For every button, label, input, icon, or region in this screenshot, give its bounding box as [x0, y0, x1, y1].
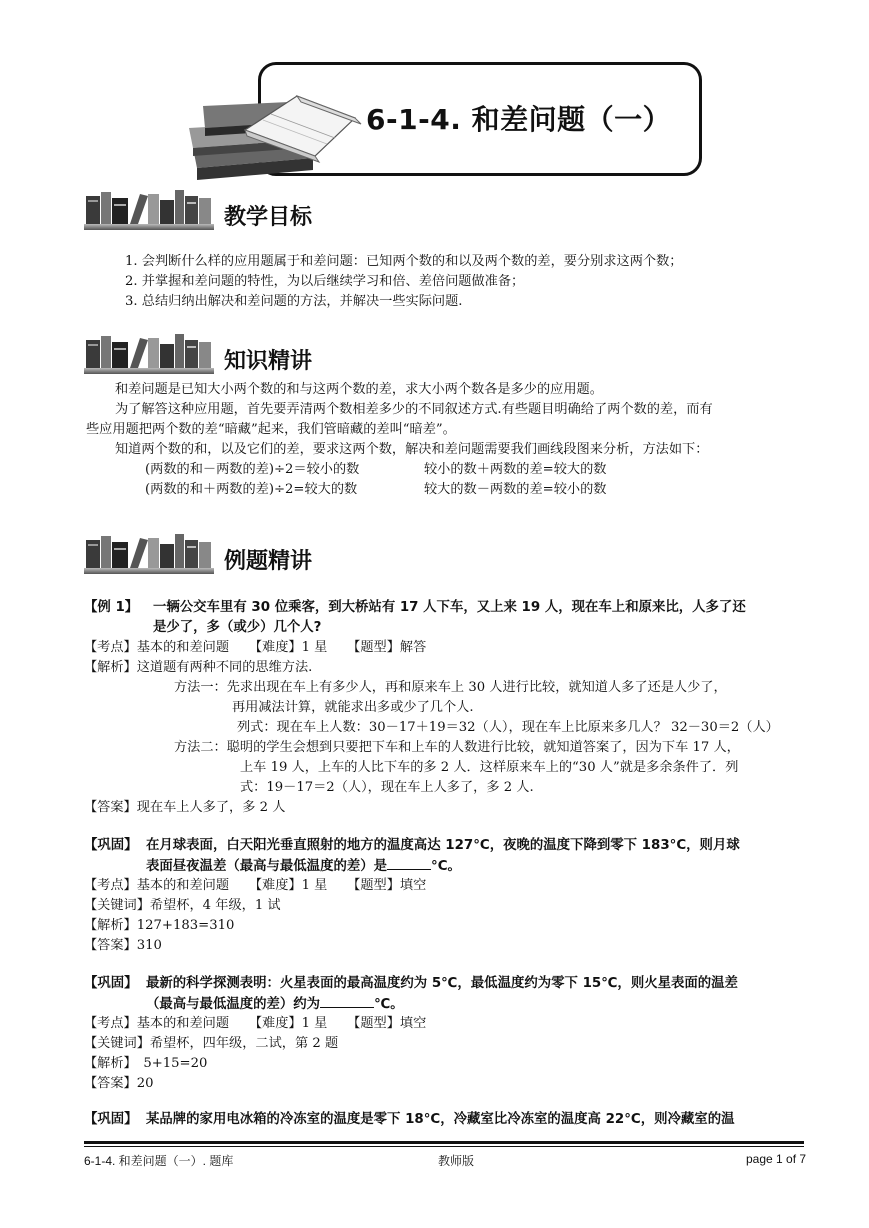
consolidate-answer: 【答案】310 — [84, 938, 162, 953]
section-title-knowledge: 知识精讲 — [224, 349, 313, 374]
consolidate-keywords: 【关键词】希望杯，四年级，二试，第 2 题 — [84, 1036, 339, 1051]
footer-rule — [84, 1141, 804, 1144]
footer-page-number: page 1 of 7 — [746, 1152, 807, 1166]
consolidate-question — [146, 856, 461, 876]
consolidate-question: 在月球表面，白天阳光垂直照射的地方的温度高达 127°C，夜晚的温度下降到零下 183°C，则月球 — [146, 838, 740, 853]
question-unit: ℃。 — [374, 997, 404, 1012]
example-meta: 【考点】基本的和差问题 【难度】1 星 【题型】解答 — [84, 640, 427, 655]
consolidate-meta: 【考点】基本的和差问题 【难度】1 星 【题型】填空 — [84, 878, 427, 893]
section-title-examples: 例题精讲 — [224, 549, 313, 574]
formula-right: 较小的数＋两数的差=较大的数 — [424, 462, 607, 477]
consolidate-answer: 【答案】20 — [84, 1076, 154, 1091]
knowledge-paragraph: 为了解答这种应用题，首先要弄清两个数相差多少的不同叙述方式.有些题目明确给了两个数的差，而有 — [115, 402, 713, 417]
formula-left: (两数的和＋两数的差)÷2=较大的数 — [145, 482, 358, 497]
example-method: 上车 19 人，上车的人比下车的多 2 人．这样原来车上的“30 人”就是多余条件了．列 — [240, 760, 739, 775]
example-answer: 【答案】现在车上人多了，多 2 人 — [84, 800, 286, 815]
formula-left: (两数的和－两数的差)÷2＝较小的数 — [145, 462, 360, 477]
consolidate-question: 某品牌的家用电冰箱的冷冻室的温度是零下 18°C，冷藏室比冷冻室的温度高 22°C，则冷藏室的温 — [146, 1112, 735, 1127]
consolidate-analysis: 【解析】127+183=310 — [84, 918, 235, 933]
knowledge-paragraph: 知道两个数的和，以及它们的差，要求这两个数，解决和差问题需要我们画线段图来分析，方法如下： — [115, 442, 709, 457]
consolidate-analysis: 【解析】 5+15=20 — [84, 1056, 208, 1071]
question-text: （最高与最低温度的差）约为 — [146, 997, 321, 1012]
goal-item: 2. 并掌握和差问题的特性，为以后继续学习和倍、差倍问题做准备； — [125, 274, 525, 289]
knowledge-paragraph: 和差问题是已知大小两个数的和与这两个数的差，求大小两个数各是多少的应用题。 — [115, 382, 603, 397]
goal-item: 1. 会判断什么样的应用题属于和差问题：已知两个数的和以及两个数的差，要分别求这两个数； — [125, 254, 683, 269]
consolidate-tag: 【巩固】 — [84, 838, 138, 853]
formula-right: 较大的数－两数的差=较小的数 — [424, 482, 607, 497]
bookshelf-icon — [84, 532, 216, 576]
consolidate-tag: 【巩固】 — [84, 976, 138, 991]
answer-blank — [320, 994, 374, 1008]
section-title-goals: 教学目标 — [224, 205, 313, 230]
example-tag: 【例 1】 — [84, 600, 139, 615]
example-method: 方法一：先求出现在车上有多少人，再和原来车上 30 人进行比较，就知道人多了还是人少了， — [174, 680, 727, 695]
page-title: 6-1-4. 和差问题（一） — [366, 103, 672, 136]
bookshelf-icon — [84, 332, 216, 376]
question-text: 表面昼夜温差（最高与最低温度的差）是 — [146, 859, 388, 874]
example-method: 再用减法计算，就能求出多或少了几个人. — [232, 700, 474, 715]
consolidate-tag: 【巩固】 — [84, 1112, 138, 1127]
question-unit: °C。 — [431, 859, 461, 874]
consolidate-keywords: 【关键词】希望杯，4 年级，1 试 — [84, 898, 281, 913]
bookshelf-icon — [84, 188, 216, 232]
footer-rule — [84, 1146, 804, 1147]
example-question: 是少了，多（或少）几个人? — [153, 620, 322, 635]
example-method: 方法二：聪明的学生会想到只要把下车和上车的人数进行比较，就知道答案了，因为下车 17 人， — [174, 740, 740, 755]
footer-doc-name: 6-1-4. 和差问题（一）. 题库 — [84, 1154, 234, 1168]
answer-blank — [387, 856, 431, 870]
footer-edition: 教师版 — [438, 1154, 475, 1168]
knowledge-paragraph: 些应用题把两个数的差“暗藏”起来，我们管暗藏的差叫“暗差”。 — [86, 422, 456, 437]
example-method: 列式：现在车上人数：30－17＋19＝32（人），现在车上比原来多几人？ 32－30＝2（人） — [237, 720, 779, 735]
consolidate-question — [146, 994, 404, 1014]
book-stack-illustration — [185, 78, 370, 190]
consolidate-meta: 【考点】基本的和差问题 【难度】1 星 【题型】填空 — [84, 1016, 427, 1031]
consolidate-question: 最新的科学探测表明：火星表面的最高温度约为 5℃，最低温度约为零下 15℃，则火星表面的温差 — [146, 976, 738, 991]
goal-item: 3. 总结归纳出解决和差问题的方法，并解决一些实际问题. — [125, 294, 463, 309]
example-question: 一辆公交车里有 30 位乘客，到大桥站有 17 人下车，又上来 19 人，现在车上和原来比，人多了还 — [153, 600, 746, 615]
example-analysis: 【解析】这道题有两种不同的思维方法. — [84, 660, 313, 675]
example-method: 式：19－17＝2（人），现在车上人多了，多 2 人. — [240, 780, 534, 795]
